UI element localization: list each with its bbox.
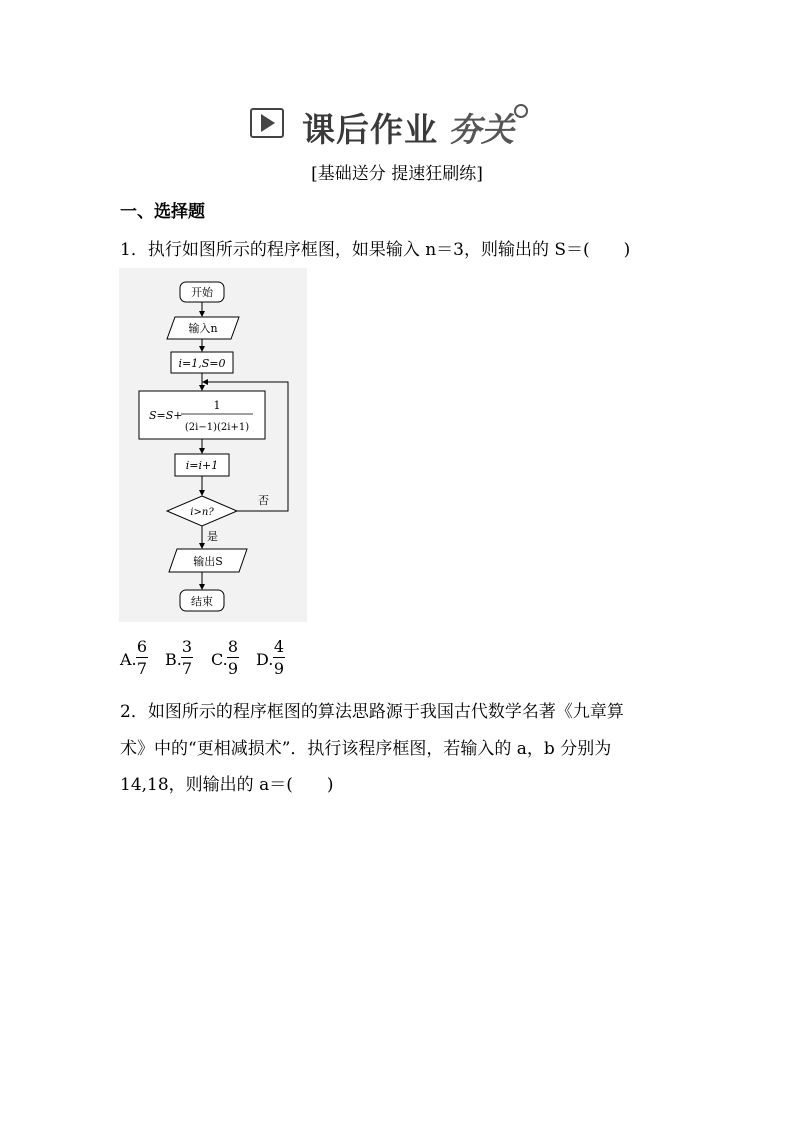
banner-title: 课后作业	[302, 110, 438, 149]
yes-label: 是	[207, 530, 218, 543]
flowchart	[119, 268, 307, 622]
header-banner	[250, 104, 550, 148]
subtitle: [基础送分 提速狂刷练]	[311, 164, 483, 184]
question-1-text: 1．执行如图所示的程序框图，如果输入 n＝3，则输出的 S＝( )	[120, 240, 631, 260]
output-label: 输出S	[193, 555, 223, 568]
section-heading: 一、选择题	[120, 202, 205, 222]
question-2-line-2: 术》中的“更相减损术”．执行该程序框图，若输入的 a，b 分别为	[120, 739, 612, 759]
condition-label: i>n?	[190, 507, 214, 518]
increment-label: i=i+1	[185, 459, 219, 472]
update-lhs: S=S+	[149, 409, 183, 422]
no-label: 否	[258, 494, 269, 507]
medal-icon	[514, 104, 528, 118]
end-label: 结束	[191, 595, 213, 608]
question-2-line-1: 2．如图所示的程序框图的算法思路源于我国古代数学名著《九章算	[120, 702, 624, 722]
question-2-line-3: 14,18，则输出的 a＝( )	[120, 775, 334, 795]
play-icon	[250, 108, 284, 138]
banner-logo: 夯关	[448, 110, 514, 149]
update-numerator: 1	[213, 399, 221, 412]
update-denominator: (2i−1)(2i+1)	[184, 422, 250, 433]
init-label: i=1,S=0	[178, 357, 226, 370]
input-label: 输入n	[188, 322, 218, 335]
start-label: 开始	[191, 286, 213, 299]
